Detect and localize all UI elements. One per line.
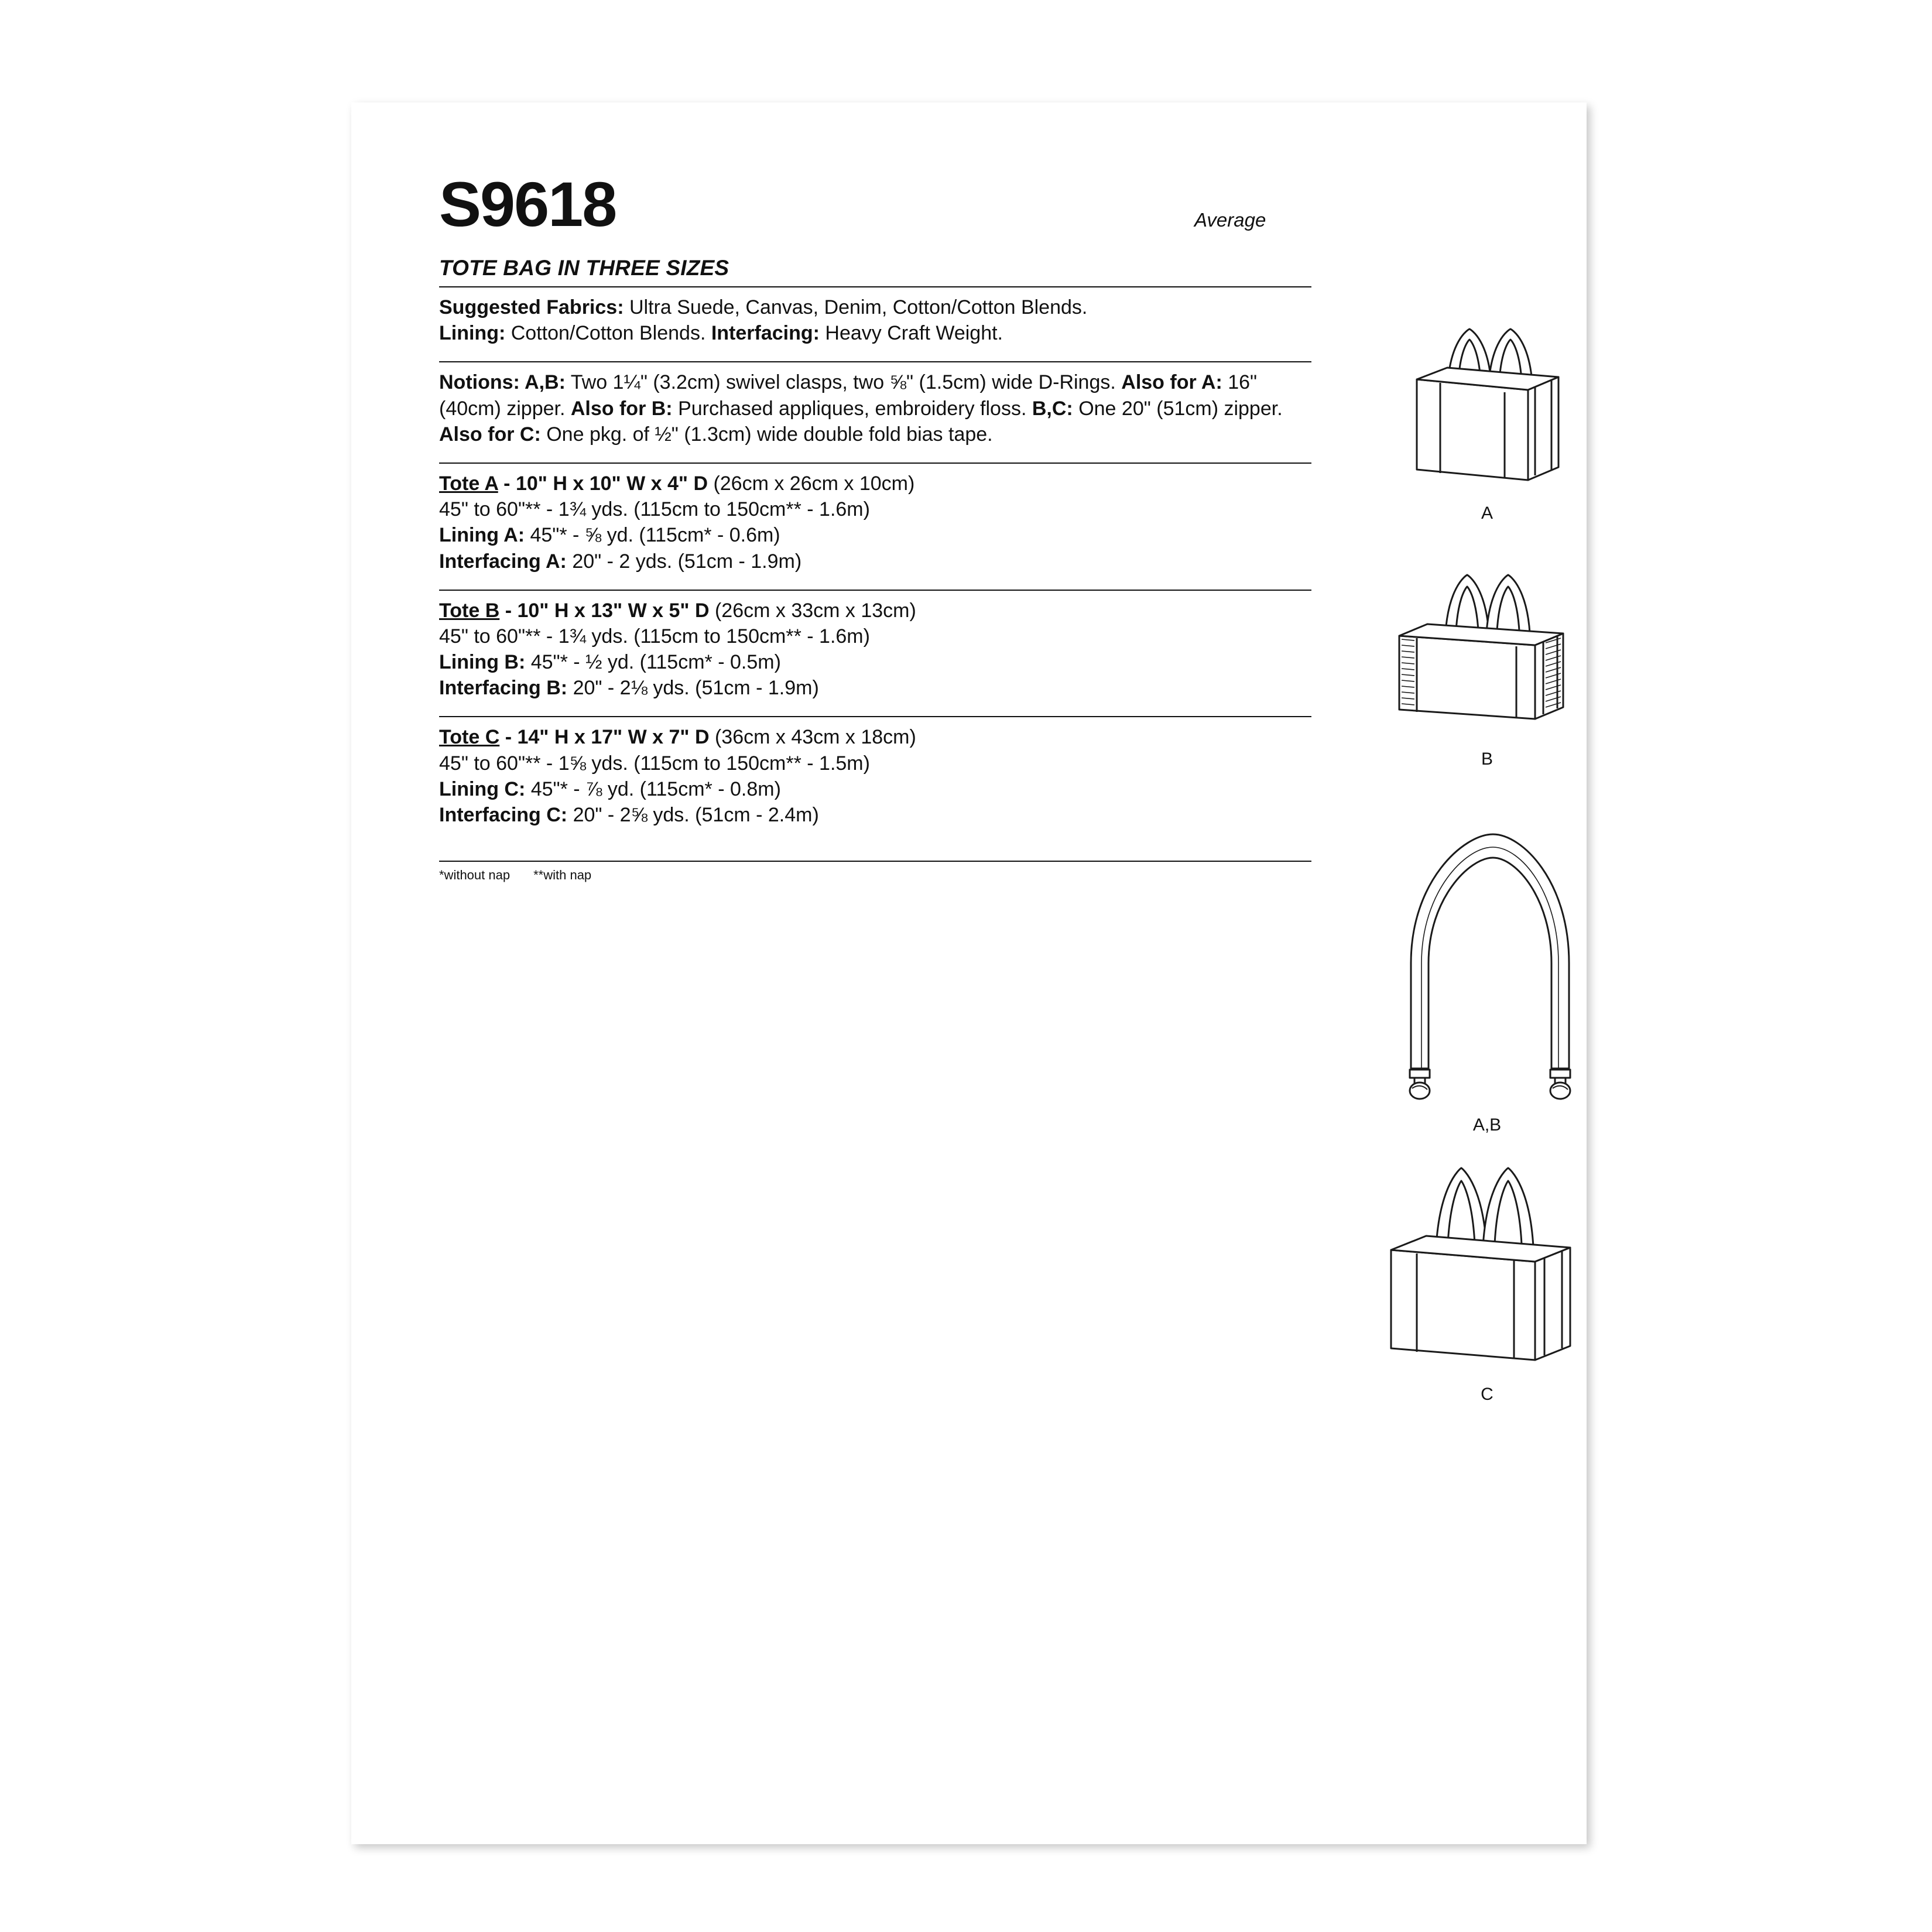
text-column — [439, 169, 1311, 883]
footnote-with-nap: **with nap — [533, 868, 592, 883]
notions-bc-label: B,C: — [1032, 397, 1073, 420]
tote-b-label: B — [1481, 749, 1493, 769]
tote-a-lining-label: Lining A: — [439, 524, 525, 547]
notions-label: Notions: — [439, 371, 520, 394]
tote-a-interfacing-text: 20" - 2 yds. (51cm - 1.9m) — [566, 550, 802, 573]
tote-c-label: C — [1481, 1385, 1493, 1404]
tote-c-dims: - 14" H x 17" W x 7" D — [499, 726, 710, 749]
pattern-envelope-page — [351, 102, 1587, 1844]
suggested-fabrics-text: Ultra Suede, Canvas, Denim, Cotton/Cotton Blends. — [624, 296, 1088, 318]
tote-c-name: Tote C — [439, 726, 500, 749]
divider — [439, 590, 1311, 591]
tote-b-requirements — [439, 598, 1311, 711]
interfacing-label: Interfacing: — [711, 322, 820, 345]
tote-b-lining-text: 45"* - ½ yd. (115cm* - 0.5m) — [525, 651, 781, 674]
tote-a-illustration — [1364, 304, 1587, 523]
divider — [439, 861, 1311, 862]
tote-c-lining-label: Lining C: — [439, 777, 526, 800]
notions-bc-text: One 20" (51cm) zipper. — [1073, 397, 1283, 420]
notions-ab-label: A,B: — [519, 371, 566, 394]
tote-b-name: Tote B — [439, 599, 500, 622]
tote-c-requirements — [439, 724, 1311, 837]
notions-also-c-text: One pkg. of ½" (1.3cm) wide double fold bias tape. — [540, 423, 993, 446]
tote-b-fabric: 45" to 60"** - 1¾ yds. (115cm to 150cm** - 1.6m) — [439, 625, 870, 648]
tote-a-label: A — [1481, 503, 1493, 523]
notions-also-a-label: Also for A: — [1121, 371, 1222, 394]
lining-text: Cotton/Cotton Blends. — [505, 322, 711, 345]
strap-illustration — [1364, 817, 1587, 1135]
tote-a-requirements — [439, 471, 1311, 584]
suggested-fabrics-block — [439, 294, 1311, 355]
divider — [439, 361, 1311, 362]
tote-a-dims-metric: (26cm x 26cm x 10cm) — [708, 472, 915, 495]
suggested-fabrics-label: Suggested Fabrics: — [439, 296, 624, 318]
pattern-subtitle: TOTE BAG IN THREE SIZES — [439, 256, 729, 280]
footnotes — [439, 868, 1311, 883]
tote-c-illustration — [1364, 1145, 1587, 1405]
tote-c-interfacing-text: 20" - 2⅝ yds. (51cm - 2.4m) — [567, 804, 819, 826]
notions-also-a-text: 16" (40cm) zipper. — [439, 371, 1258, 420]
tote-a-fabric: 45" to 60"** - 1¾ yds. (115cm to 150cm** - 1.6m) — [439, 498, 870, 521]
tote-a-dims: - 10" H x 10" W x 4" D — [498, 472, 708, 495]
lining-label: Lining: — [439, 322, 506, 345]
page-title: S9618 — [439, 169, 616, 239]
divider — [439, 463, 1311, 464]
notions-ab-text: Two 1¼" (3.2cm) swivel clasps, two ⅝" (1.5cm) wide D-Rings. — [565, 371, 1122, 394]
interfacing-text: Heavy Craft Weight. — [819, 322, 1003, 345]
tote-b-interfacing-text: 20" - 2⅛ yds. (51cm - 1.9m) — [567, 677, 819, 700]
divider — [439, 716, 1311, 717]
tote-c-fabric: 45" to 60"** - 1⅝ yds. (115cm to 150cm** - 1.5m) — [439, 752, 870, 775]
tote-b-dims-metric: (26cm x 33cm x 13cm) — [709, 599, 916, 622]
notions-block — [439, 369, 1311, 457]
tote-c-lining-text: 45"* - ⅞ yd. (115cm* - 0.8m) — [525, 777, 781, 800]
strap-label: A,B — [1472, 1115, 1502, 1135]
tote-a-interfacing-label: Interfacing A: — [439, 550, 567, 573]
tote-a-name: Tote A — [439, 472, 498, 495]
tote-b-lining-label: Lining B: — [439, 651, 526, 674]
notions-also-c-label: Also for C: — [439, 423, 541, 446]
footnote-without-nap: *without nap — [439, 868, 511, 883]
tote-b-illustration — [1364, 550, 1587, 769]
tote-c-interfacing-label: Interfacing C: — [439, 804, 568, 826]
tote-a-lining-text: 45"* - ⅝ yd. (115cm* - 0.6m) — [525, 524, 780, 547]
tote-b-interfacing-label: Interfacing B: — [439, 677, 568, 700]
notions-also-b-text: Purchased appliques, embroidery floss. — [672, 397, 1032, 420]
divider — [439, 286, 1311, 287]
page-content — [439, 169, 1505, 1404]
difficulty-level: Average — [1194, 209, 1266, 231]
notions-also-b-label: Also for B: — [570, 397, 673, 420]
tote-c-dims-metric: (36cm x 43cm x 18cm) — [709, 726, 916, 749]
tote-b-dims: - 10" H x 13" W x 5" D — [499, 599, 710, 622]
